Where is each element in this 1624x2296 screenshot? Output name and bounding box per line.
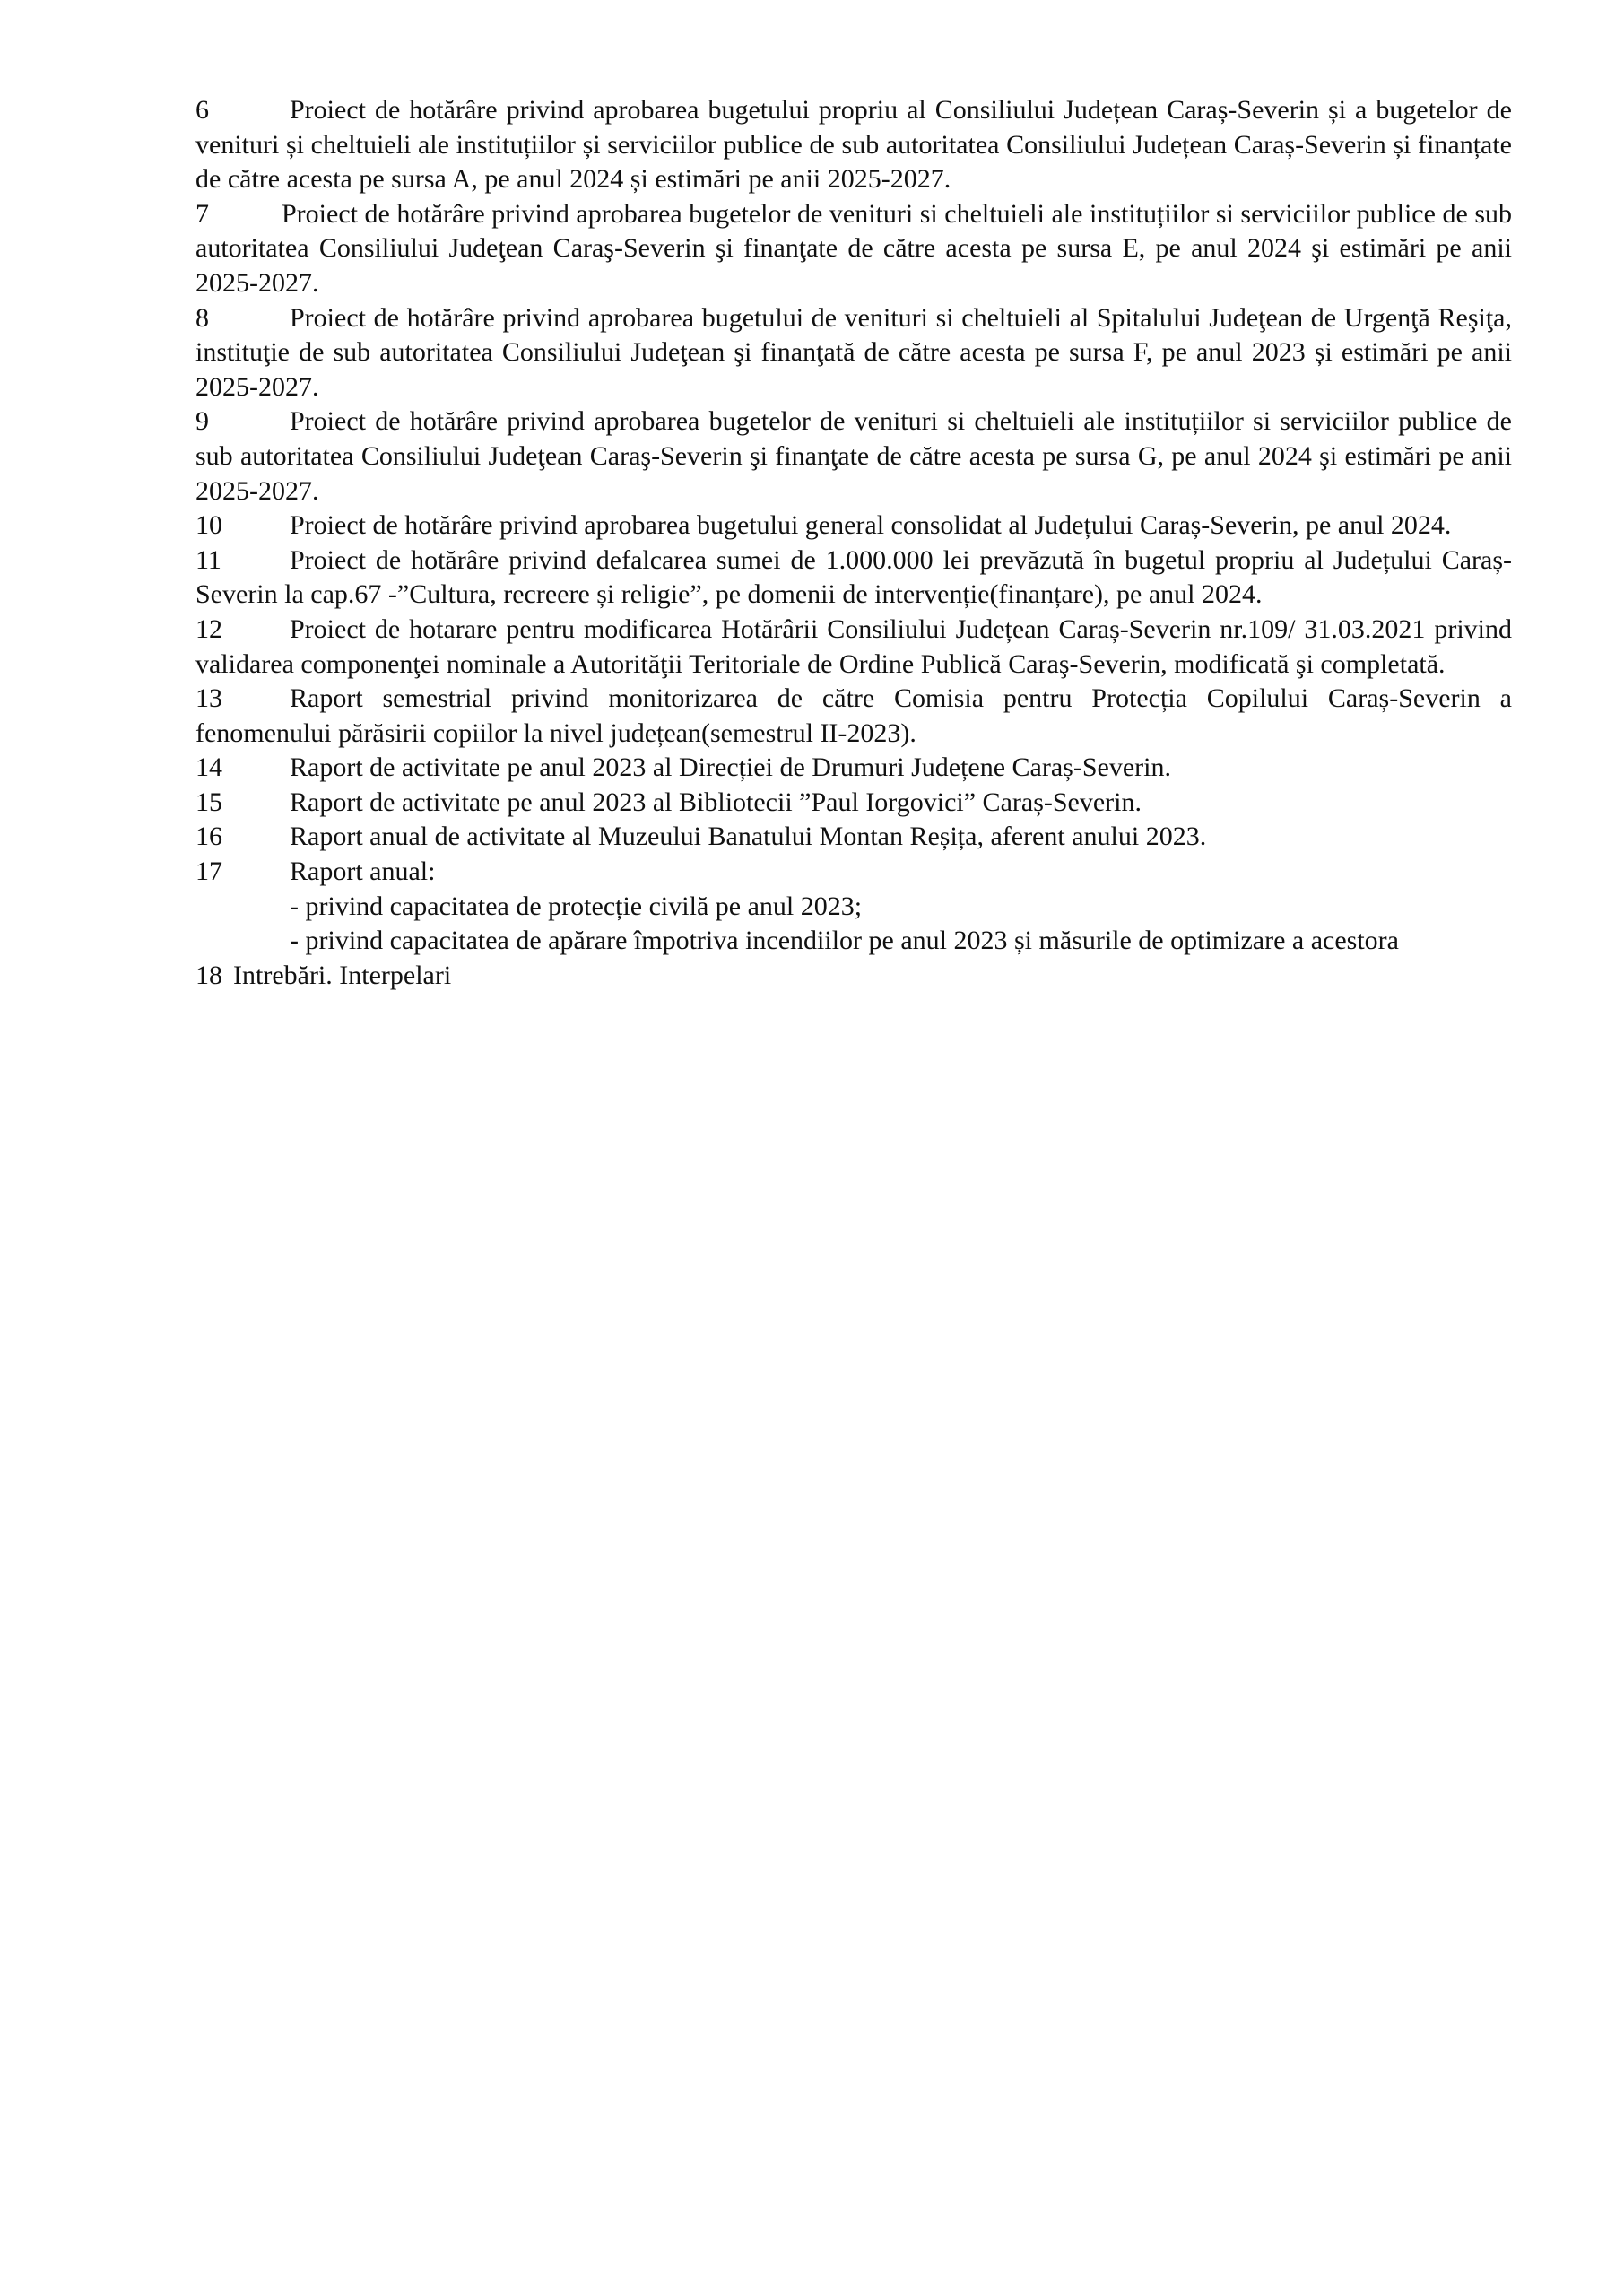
item-text: Raport de activitate pe anul 2023 al Direcției de Drumuri Județene Caraș-Severin. [290, 752, 1171, 783]
agenda-item-12 [195, 613, 1512, 682]
item-number: 15 [195, 787, 222, 817]
item-number: 6 [195, 95, 209, 125]
item-text: Raport anual: [290, 857, 436, 887]
agenda-item-10 [195, 509, 1512, 544]
item-text: Proiect de hotărâre privind aprobarea bugetului propriu al Consiliului Județean Caraș-Severin și a bugetelor de venituri și cheltuieli ale instituțiilor și serviciilor publice de sub autoritatea Consiliului Județean Caraș-Severin și finanțate de către acesta pe sursa A, pe anul 2024 și estimări pe anii 2025-2027. [195, 95, 1512, 195]
item-text: Proiect de hotărâre privind aprobarea bugetului de venituri si cheltuieli al Spitalului Judeţean de Urgenţă Reşiţa, instituţie de sub autoritatea Consiliului Judeţean şi finanţată de către acesta pe sursa F, pe anul 2023 și estimări pe anii 2025-2027. [195, 302, 1512, 402]
item-text: Proiect de hotărâre privind defalcarea sumei de 1.000.000 lei prevăzută în bugetul propriu al Județului Caraș-Severin la cap.67 -”Cultura, recreere și religie”, pe domenii de intervenție(finanțare), pe anul 2024. [195, 544, 1512, 610]
agenda-item-13 [195, 682, 1512, 751]
agenda-item-14 [195, 751, 1512, 786]
item-number: 14 [195, 752, 222, 783]
subitem-protectie-civila: - privind capacitatea de protecție civilă pe anul 2023; [290, 891, 863, 921]
agenda-item-8 [195, 301, 1512, 405]
item-text: Raport anual de activitate al Muzeului Banatului Montan Reșița, aferent anului 2023. [290, 822, 1207, 852]
item-number: 12 [195, 613, 222, 644]
item-text: Intrebări. Interpelari [233, 960, 452, 990]
agenda-item-15 [195, 786, 1512, 821]
item-text: Proiect de hotărâre privind aprobarea bugetului general consolidat al Județului Caraș-Severin, pe anul 2024. [290, 510, 1452, 541]
item-number: 17 [195, 857, 222, 887]
item-number: 18 [195, 960, 222, 990]
agenda-item-6 [195, 93, 1512, 197]
item-text: Proiect de hotărâre privind aprobarea bugetelor de venituri si cheltuieli ale instituțiilor si serviciilor publice de sub autoritatea Consiliului Judeţean Caraş-Severin şi finanţate de către acesta pe sursa G, pe anul 2024 şi estimări pe anii 2025-2027. [195, 406, 1512, 506]
item-text: Proiect de hotarare pentru modificarea Hotărârii Consiliului Județean Caraș-Severin nr.109/ 31.03.2021 privind validarea componenţei nominale a Autorităţii Teritoriale de Ordine Publică Caraş-Severin, modificată şi completată. [195, 613, 1512, 679]
item-number: 13 [195, 683, 222, 714]
item-number: 9 [195, 406, 209, 437]
item-number: 8 [195, 302, 209, 333]
agenda-item-17 [195, 855, 1512, 890]
agenda-list [195, 93, 1512, 993]
item-number: 16 [195, 822, 222, 852]
agenda-item-18 [195, 959, 1512, 994]
item-text: Proiect de hotărâre privind aprobarea bugetelor de venituri si cheltuieli ale instituțiilor si serviciilor publice de sub autoritatea Consiliului Judeţean Caraş-Severin şi finanţate de către acesta pe sursa E, pe anul 2024 şi estimări pe anii 2025-2027. [195, 198, 1512, 298]
agenda-item-7 [195, 197, 1512, 301]
item-number: 11 [195, 544, 221, 575]
item-text: Raport semestrial privind monitorizarea de către Comisia pentru Protecția Copilului Caraș-Severin a fenomenului părăsirii copiilor la nivel județean(semestrul II-2023). [195, 683, 1512, 748]
agenda-item-9 [195, 404, 1512, 509]
agenda-item-11 [195, 544, 1512, 613]
item-number: 7 [195, 198, 209, 229]
subitem-aparare-incendii: - privind capacitatea de apărare împotriva incendiilor pe anul 2023 și măsurile de optimizare a acestora [290, 926, 1399, 956]
agenda-item-16 [195, 820, 1512, 855]
item-text: Raport de activitate pe anul 2023 al Bibliotecii ”Paul Iorgovici” Caraș-Severin. [290, 787, 1142, 817]
item-number: 10 [195, 510, 222, 541]
